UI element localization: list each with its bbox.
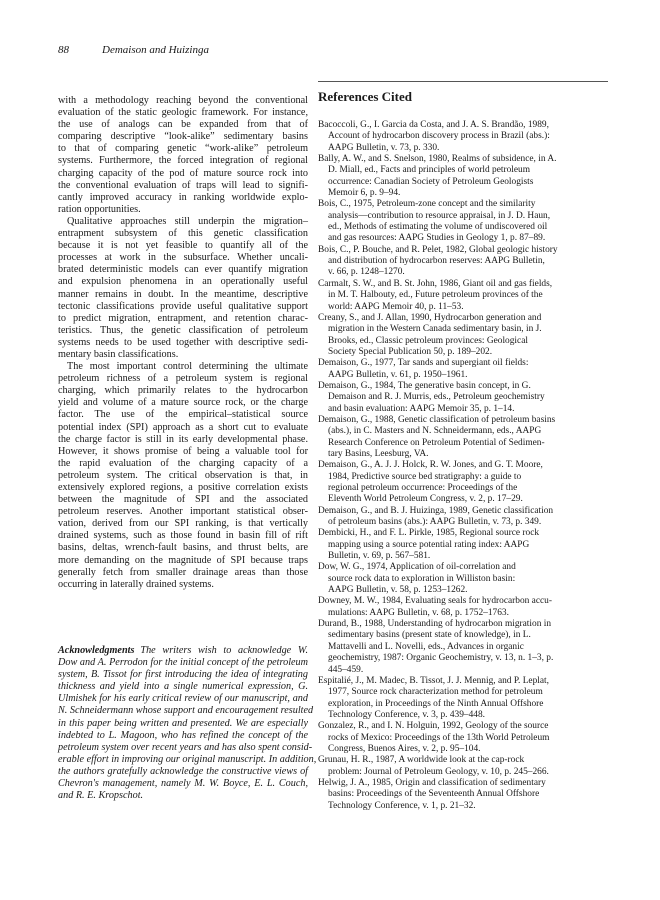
acknowledgments-text: [58, 645, 317, 802]
reference-entry: [318, 619, 608, 676]
reference-line: AAPG Bulletin, v. 58, p. 1253–1262.: [328, 585, 468, 596]
reference-line: mapping using a source potential rating index: AAPG: [328, 539, 530, 550]
text-line: N. Schneidermann whose support and encouragement resulted: [58, 705, 314, 717]
reference-line: Dembicki, H., and F. L. Pirkle, 1985, Regional source rock: [318, 528, 540, 539]
reference-line: v. 66, p. 1248–1270.: [328, 267, 405, 278]
reference-line: world: AAPG Memoir 40, p. 11–53.: [328, 301, 464, 312]
text-line: [58, 645, 308, 657]
text-line: systems. Furthermore, the forced integration of regional: [58, 155, 308, 167]
reference-entry: [318, 279, 608, 313]
text-line: Ulmishek for his early critical review of our manuscript, and: [58, 693, 308, 705]
reference-line: Demaison, G., A. J. J. Holck, R. W. Jones, and G. T. Moore,: [318, 460, 543, 471]
text-line: charging capacity of the pod of mature source rock into: [58, 167, 308, 179]
text-line: to that of comparing genetic “work-alike” petroleum: [58, 143, 308, 155]
reference-entry: [318, 245, 608, 279]
text-line: erable effort in improving our original manuscript. In addition,: [58, 753, 317, 765]
reference-line: Demaison, G., 1988, Genetic classification of petroleum basins: [318, 414, 556, 425]
reference-line: D. Miall, ed., Facts and principles of world petroleum: [328, 165, 531, 176]
reference-line: 1977, Source rock characterization method for petroleum: [328, 687, 543, 698]
reference-line: Bulletin, v. 69, p. 567–581.: [328, 551, 431, 562]
reference-line: problem: Journal of Petroleum Geology, v. 10, p. 245–266.: [328, 766, 549, 777]
text-line: basins, deltas, wrench-fault basins, and thrust belts, are: [58, 542, 308, 554]
text-line: and R. E. Kropschot.: [58, 790, 144, 802]
text-line: teristics. Thus, the genetic classification of petroleum: [58, 324, 308, 336]
reference-line: Gonzalez, R., and I. N. Holguin, 1992, Geology of the source: [318, 721, 549, 732]
reference-entry: [318, 506, 608, 529]
acknowledgments-label: Acknowledgments: [58, 645, 135, 656]
reference-line: Espitalié, J., M. Madec, B. Tissot, J. J. Mennig, and P. Leplat,: [318, 675, 549, 686]
text-line: mentary basin classifications.: [58, 348, 179, 360]
reference-line: 1984, Predictive source bed stratigraphy: a guide to: [328, 471, 522, 482]
reference-line: Technology Conference, v. 1, p. 21–32.: [328, 800, 476, 811]
reference-entry: [318, 755, 608, 778]
text-line: to predict migration, entrapment, and retention charac-: [58, 312, 308, 324]
reference-line: Demaison, G., 1984, The generative basin concept, in G.: [318, 380, 531, 391]
text-line: between the magnitude of SPI and the associated: [58, 494, 308, 506]
reference-line: sedimentary basins (present state of knowledge), in L.: [328, 630, 531, 641]
reference-entry: [318, 460, 608, 505]
reference-line: Congress, Buenos Aires, v. 2, p. 95–104.: [328, 743, 481, 754]
text-line: Qualitative approaches still underpin the migration–: [67, 215, 308, 227]
reference-line: tary Basins, Leesburg, VA.: [328, 448, 429, 459]
body-paragraph: [58, 95, 308, 216]
text-line: tectonic classifications provide useful qualitative support: [58, 300, 308, 312]
reference-entry: [318, 596, 608, 619]
reference-line: Demaison and R. J. Murris, eds., Petroleum geochemistry: [328, 392, 545, 403]
reference-line: migration in the Western Canada sedimentary basin, in J.: [328, 324, 542, 335]
reference-line: Technology Conference, v. 3, p. 439–448.: [328, 709, 486, 720]
body-paragraph: [58, 361, 308, 591]
acknowledgments-section: [58, 645, 317, 802]
text-line: evaluation of the static geologic framework. For instance,: [58, 107, 308, 119]
references-column: [318, 81, 608, 812]
reference-line: Memoir 6, p. 9–94.: [328, 188, 401, 199]
reference-entry: [318, 562, 608, 596]
reference-entry: [318, 313, 608, 358]
references-list: [318, 120, 608, 812]
reference-line: 445–459.: [328, 664, 364, 675]
reference-line: (abs.), in C. Masters and N. Schneidermann, eds., AAPG: [328, 426, 542, 437]
reference-line: Account of hydrocarbon discovery process in Brazil (abs.):: [328, 131, 550, 142]
text-line: indebted to L. Magoon, who has refined the concept of the: [58, 729, 308, 741]
reference-line: of petroleum basins (abs.): AAPG Bulletin, v. 73, p. 349.: [328, 517, 542, 528]
text-line: The most important control determining the ultimate: [67, 361, 308, 373]
text-line: occurring in laterally drained systems.: [58, 578, 214, 590]
reference-line: Demaison, G., 1977, Tar sands and supergiant oil fields:: [318, 358, 529, 369]
text-span: The writers wish to acknowledge W.: [140, 645, 308, 656]
text-line: brated deterministic models can ever quantify migration: [58, 264, 308, 276]
text-line: the conventional evaluation of traps will lead to signifi-: [58, 179, 308, 191]
reference-entry: [318, 120, 608, 154]
text-line: potential index (SPI) approach as a short cut to evaluate: [58, 421, 308, 433]
reference-line: Carmalt, S. W., and B. St. John, 1986, Giant oil and gas fields,: [318, 278, 553, 289]
reference-line: Mattavelli and L. Novelli, eds., Advances in organic: [328, 641, 524, 652]
text-line: vation, derived from our SPI ranking, is that vertically: [58, 518, 308, 530]
text-line: petroleum richness of a petroleum system is regional: [58, 373, 308, 385]
reference-entry: [318, 358, 608, 381]
reference-line: Eleventh World Petroleum Congress, v. 2, p. 17–29.: [328, 494, 523, 505]
reference-line: AAPG Bulletin, v. 61, p. 1950–1961.: [328, 369, 468, 380]
reference-line: exploration, in Proceedings of the Ninth Annual Offshore: [328, 698, 544, 709]
text-line: Dow and A. Perrodon for the initial concept of the petroleum: [58, 657, 308, 669]
text-line: manner remains in doubt. In the meantime, descriptive: [58, 288, 308, 300]
reference-line: Bois, C., P. Bouche, and R. Pelet, 1982, Global geologic history: [318, 244, 558, 255]
reference-entry: [318, 415, 608, 460]
text-line: comparing descriptive “look-alike” sedimentary basins: [58, 131, 308, 143]
reference-line: basins: Proceedings of the Seventeenth Annual Offshore: [328, 789, 540, 800]
references-heading: References Cited: [318, 89, 412, 104]
text-line: generally fetch from smaller drainage areas than those: [58, 566, 308, 578]
text-line: petroleum reserves. Another important statistical obser-: [58, 506, 308, 518]
text-line: drained systems, such as those found in basin fill of rift: [58, 530, 308, 542]
text-line: Chevron's management, namely M. W. Boyce, E. L. Couch,: [58, 778, 308, 790]
text-line: petroleum system. The critical observation is that, in: [58, 469, 308, 481]
reference-line: geochemistry, 1987: Organic Geochemistry, v. 13, n. 1–3, p.: [328, 653, 554, 664]
reference-line: Durand, B., 1988, Understanding of hydrocarbon migration in: [318, 619, 552, 630]
reference-line: Creany, S., and J. Allan, 1990, Hydrocarbon generation and: [318, 312, 542, 323]
reference-line: mulations: AAPG Bulletin, v. 68, p. 1752–1763.: [328, 607, 509, 618]
reference-line: Research Conference on Petroleum Potential of Sedimen-: [328, 437, 545, 448]
text-line: more demanding on the magnitude of SPI because traps: [58, 554, 308, 566]
reference-line: ed., Methods of estimating the volume of undiscovered oil: [328, 222, 548, 233]
text-line: because it is not yet feasible to quantify all of the: [58, 240, 308, 252]
reference-line: Brooks, ed., Classic petroleum provinces: Geological: [328, 335, 528, 346]
text-line: in this paper being written and presented. We are especially: [58, 717, 308, 729]
reference-entry: [318, 199, 608, 244]
text-line: processes at work in the subsurface. Whether uncali-: [58, 252, 308, 264]
page-number: 88: [58, 44, 69, 56]
text-line: entrapment subsystem of this genetic classification: [58, 228, 308, 240]
reference-line: Dow, W. G., 1974, Application of oil-correlation and: [318, 562, 516, 573]
text-line: the charge factor is still in its early developmental phase.: [58, 433, 308, 445]
body-paragraph: [58, 216, 308, 361]
reference-line: Downey, M. W., 1984, Evaluating seals for hydrocarbon accu-: [318, 596, 552, 607]
reference-line: and distribution of hydrocarbon reserves: AAPG Bulletin,: [328, 256, 545, 267]
reference-line: source rock data to exploration in Williston basin:: [328, 573, 516, 584]
reference-line: Grunau, H. R., 1987, A worldwide look at the cap-rock: [318, 755, 525, 766]
reference-line: Demaison, G., and B. J. Huizinga, 1989, Genetic classification: [318, 505, 554, 516]
body-text-column: [58, 95, 308, 591]
reference-line: Bally, A. W., and S. Snelson, 1980, Realms of subsidence, in A.: [318, 154, 557, 165]
reference-line: rocks of Mexico: Proceedings of the 13th World Petroleum: [328, 732, 550, 743]
reference-line: Helwig, J. A., 1985, Origin and classification of sedimentary: [318, 777, 546, 788]
reference-line: analysis—contribution to resource appraisal, in J. D. Haun,: [328, 210, 551, 221]
reference-line: Bacoccoli, G., I. Garcia da Costa, and J. A. S. Brandão, 1989,: [318, 120, 549, 130]
reference-line: AAPG Bulletin, v. 73, p. 330.: [328, 142, 440, 153]
reference-entry: [318, 154, 608, 199]
reference-entry: [318, 676, 608, 721]
text-line: thickness and yield into a single numerical expression, G.: [58, 681, 308, 693]
section-divider: [318, 81, 608, 82]
reference-entry: [318, 528, 608, 562]
reference-entry: [318, 778, 608, 812]
text-line: and expulsion phenomena in an operationally useful: [58, 276, 308, 288]
reference-line: and gas resources: AAPG Studies in Geology 1, p. 87–89.: [328, 233, 546, 244]
text-line: the rapid evaluation of the charging capacity of a: [58, 457, 308, 469]
text-line: with a methodology reaching beyond the conventional: [58, 95, 308, 106]
reference-line: regional petroleum occurrence: Proceedings of the: [328, 483, 518, 493]
reference-line: and basin evaluation: AAPG Memoir 35, p. 1–14.: [328, 403, 515, 414]
reference-line: in M. T. Halbouty, ed., Future petroleum provinces of the: [328, 290, 543, 301]
text-line: extensively explored regions, a positive correlation exists: [58, 482, 308, 493]
reference-line: Society Special Publication 50, p. 189–202.: [328, 346, 493, 357]
text-line: petroleum system over recent years and has also spent consid-: [58, 741, 313, 753]
text-line: yield and volume of a mature source rock, or the charge: [58, 397, 308, 409]
text-line: systems needs to be used together with descriptive sedi-: [58, 336, 308, 348]
text-line: cantly improved accuracy in ranking worldwide explo-: [58, 191, 308, 203]
text-line: the authors gratefully acknowledge the constructive views of: [58, 765, 308, 777]
text-line: However, it shows promise of being a valuable tool for: [58, 445, 308, 457]
text-line: system, B. Tissot for first introducing the idea of integrating: [58, 669, 308, 681]
reference-line: Bois, C., 1975, Petroleum-zone concept and the similarity: [318, 199, 536, 210]
text-line: factor. The use of the empirical–statistical source: [58, 409, 308, 421]
reference-entry: [318, 721, 608, 755]
text-line: ration opportunities.: [58, 203, 141, 215]
reference-line: occurrence: Canadian Society of Petroleum Geologists: [328, 176, 534, 187]
reference-entry: [318, 381, 608, 415]
text-line: the use of analogs can be expanded from that of: [58, 119, 308, 131]
running-head: Demaison and Huizinga: [102, 44, 209, 56]
text-line: charging, which primarily relates to the hydrocarbon: [58, 385, 308, 397]
